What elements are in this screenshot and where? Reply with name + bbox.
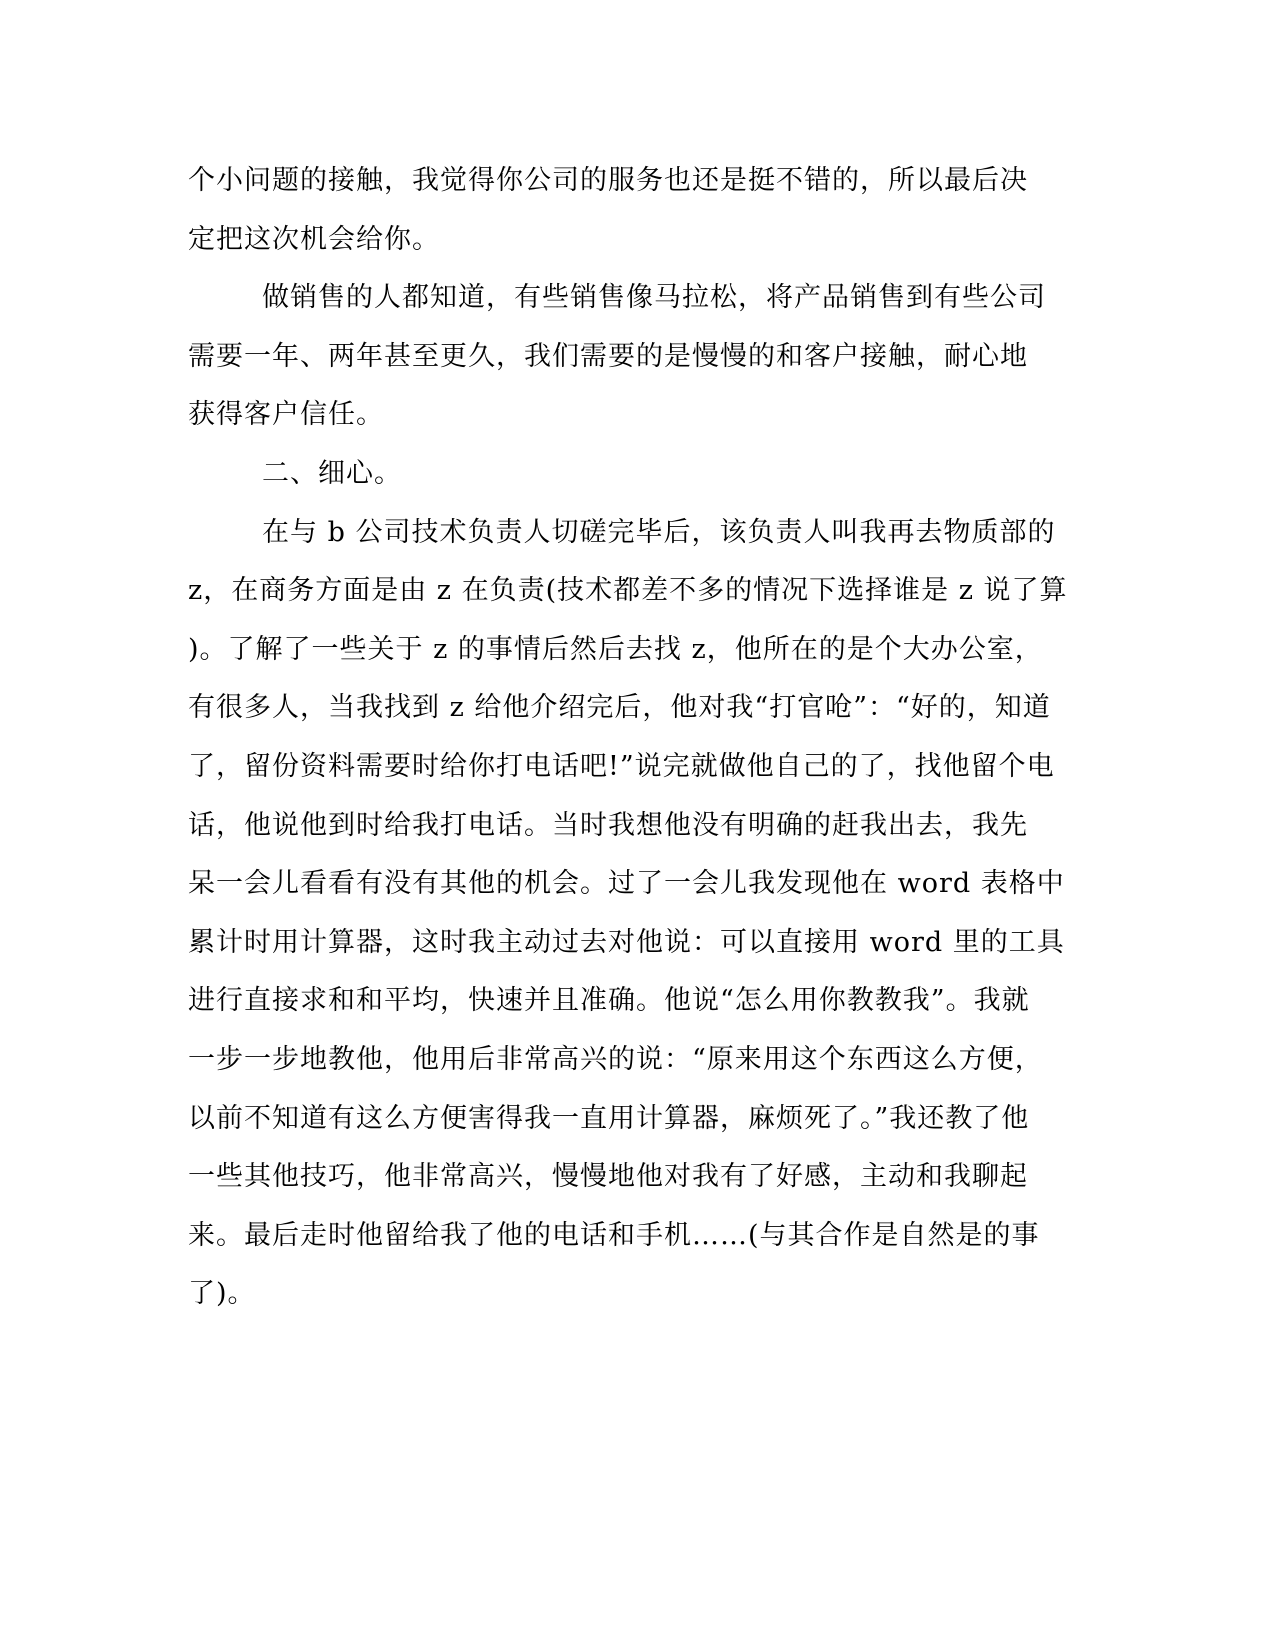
text-line: 来。最后走时他留给我了他的电话和手机……(与其合作是自然是的事 (188, 1220, 1040, 1251)
text-line: 了，留份资料需要时给你打电话吧!”说完就做他自己的了，找他留个电 (188, 751, 1055, 782)
text-line: 定把这次机会给你。 (188, 224, 440, 255)
text-line: 累计时用计算器，这时我主动过去对他说：可以直接用 word 里的工具 (188, 927, 1065, 958)
text-line: 个小问题的接触，我觉得你公司的服务也还是挺不错的，所以最后决 (188, 165, 1028, 196)
text-line: 获得客户信任。 (188, 399, 384, 430)
text-line: 话，他说他到时给我打电话。当时我想他没有明确的赶我出去，我先 (188, 810, 1028, 841)
text-line: 进行直接求和和平均，快速并且准确。他说“怎么用你教教我”。我就 (188, 985, 1030, 1016)
text-line: 一些其他技巧，他非常高兴，慢慢地他对我有了好感，主动和我聊起 (188, 1161, 1028, 1192)
text-line: 呆一会儿看看有没有其他的机会。过了一会儿我发现他在 word 表格中 (188, 868, 1065, 899)
text-line: z，在商务方面是由 z 在负责(技术都差不多的情况下选择谁是 z 说了算 (188, 575, 1068, 606)
text-line: 需要一年、两年甚至更久，我们需要的是慢慢的和客户接触，耐心地 (188, 341, 1028, 372)
text-line: )。了解了一些关于 z 的事情后然后去找 z，他所在的是个大办公室， (188, 634, 1043, 665)
text-line: 做销售的人都知道，有些销售像马拉松，将产品销售到有些公司 (262, 282, 1046, 313)
text-line: 了)。 (188, 1278, 256, 1309)
text-line: 以前不知道有这么方便害得我一直用计算器，麻烦死了。”我还教了他 (188, 1103, 1030, 1134)
section-heading: 二、细心。 (262, 458, 402, 489)
text-line: 在与 b 公司技术负责人切磋完毕后，该负责人叫我再去物质部的 (262, 517, 1056, 548)
text-line: 有很多人，当我找到 z 给他介绍完后，他对我“打官呛”：“好的，知道 (188, 692, 1051, 723)
text-line: 一步一步地教他，他用后非常高兴的说：“原来用这个东西这么方便， (188, 1044, 1043, 1075)
